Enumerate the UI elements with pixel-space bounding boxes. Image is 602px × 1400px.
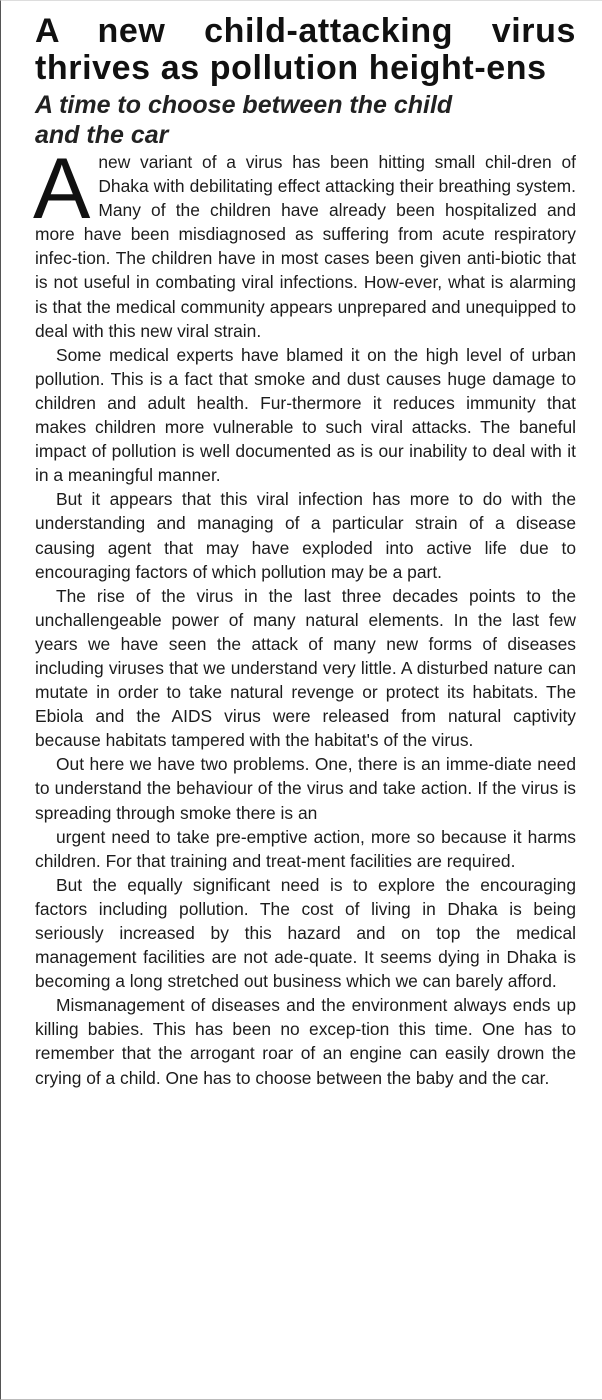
body-paragraph: urgent need to take pre-emptive action, more so because it harms children. For that training and treat-ment facilities are required. bbox=[35, 826, 576, 871]
lead-paragraph-text: new variant of a virus has been hitting small chil-dren of Dhaka with debilitating effect attacking their breathing system. Many of the children have already been hospitalized and more have been misdiagnosed as suffering from acute respiratory infec-tion. The children have in most cases been given anti-biotic that is not useful in combating viral infections. How-ever, what is alarming is that the medical community appears unprepared and unequipped to deal with this new viral strain. bbox=[35, 152, 576, 341]
lead-paragraph bbox=[33, 141, 576, 343]
body-paragraph: The rise of the virus in the last three decades points to the unchallengeable power of many natural elements. In the last few years we have seen the attack of many new forms of diseases including viruses that we understand very little. A disturbed nature can mutate in order to take natural revenge or protect its habitats. The Ebiola and the AIDS virus were released from natural captivity because habitats tampered with the habitat's of the virus. bbox=[35, 585, 576, 751]
body-paragraph: But the equally significant need is to explore the encouraging factors including pollution. The cost of living in Dhaka is being seriously increased by this hazard and on top the medical management facilities are not ade-quate. It seems dying in Dhaka is becoming a long stretched out business which we can barely afford. bbox=[35, 874, 576, 992]
article-body bbox=[33, 141, 576, 1090]
body-paragraph: Out here we have two problems. One, there is an imme-diate need to understand the behaviour of the virus and take action. If the virus is spreading through smoke there is an bbox=[35, 754, 576, 823]
body-paragraph: Some medical experts have blamed it on the high level of urban pollution. This is a fact that smoke and dust causes huge damage to children and adult health. Fur-thermore it reduces immunity that makes children more vulnerable to such viral attacks. The baneful impact of pollution is well documented as is our inability to deal with it in a meaningful manner. bbox=[35, 344, 576, 486]
headline: A new child-attacking virus thrives as pollution height-ens bbox=[35, 12, 576, 87]
body-paragraph: But it appears that this viral infection has more to do with the understanding and managing of a particular strain of a disease causing agent that may have exploded into active life due to encouraging factors of which pollution may be a part. bbox=[35, 489, 576, 582]
subheadline: A time to choose between the child and the car bbox=[35, 91, 453, 149]
drop-cap: A bbox=[33, 141, 91, 237]
body-paragraph: Mismanagement of diseases and the environment always ends up killing babies. This has been no excep-tion this time. One has to remember that the arrogant roar of an engine can easily drown the crying of a child. One has to choose between the baby and the car. bbox=[35, 995, 576, 1088]
